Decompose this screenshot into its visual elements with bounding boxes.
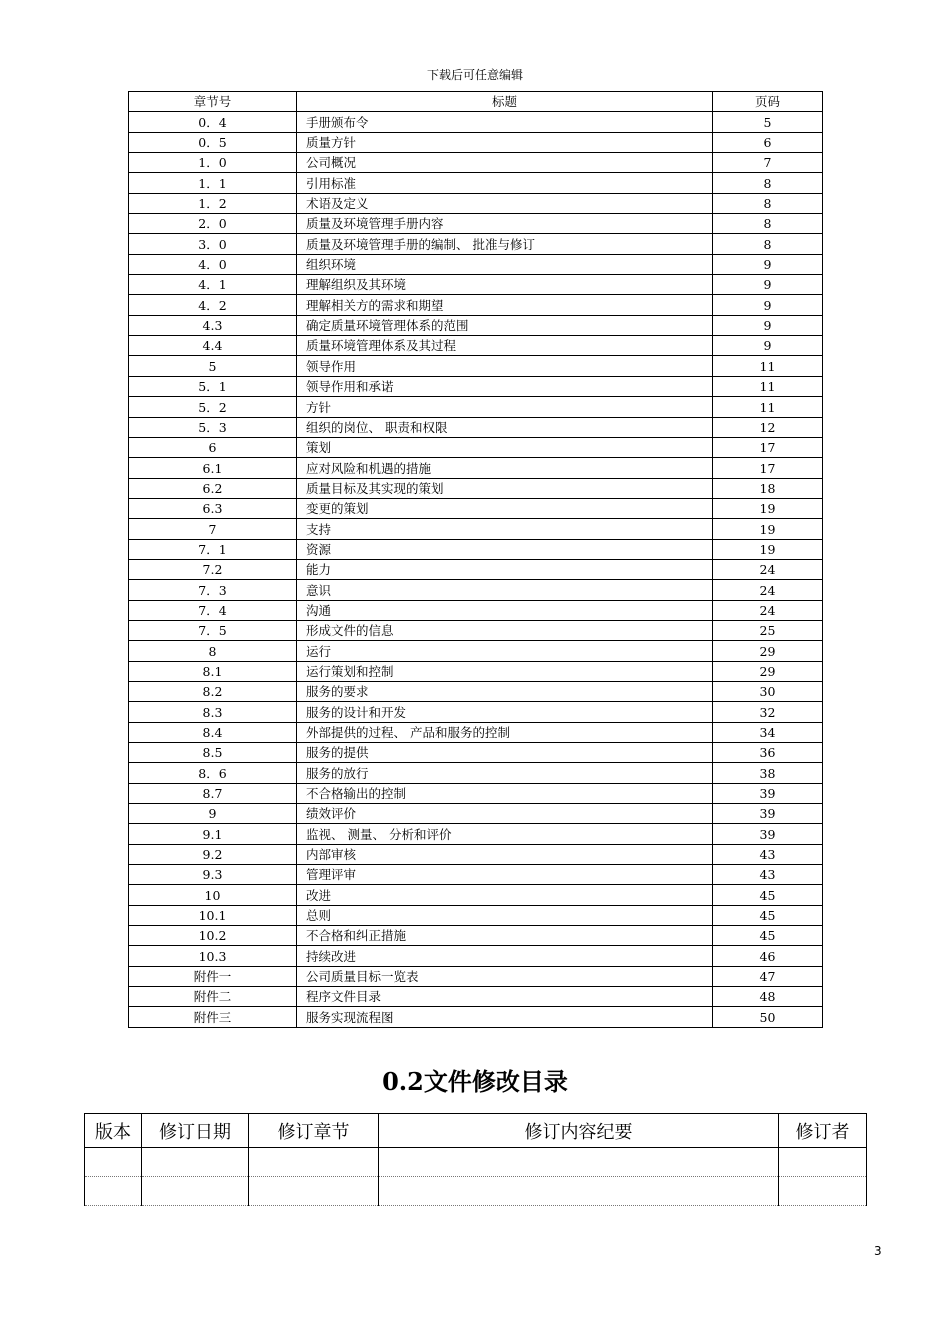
toc-cell-page: 45 xyxy=(713,885,823,905)
toc-cell-chapter: 7．1 xyxy=(129,539,297,559)
toc-cell-title: 质量方针 xyxy=(297,132,713,152)
page-number: 3 xyxy=(874,1244,882,1258)
toc-cell-page: 34 xyxy=(713,722,823,742)
table-row xyxy=(129,1007,823,1027)
toc-cell-chapter: 8.5 xyxy=(129,743,297,763)
toc-cell-title: 质量及环境管理手册内容 xyxy=(297,214,713,234)
table-row xyxy=(129,315,823,335)
revision-table xyxy=(84,1113,867,1206)
toc-cell-page: 45 xyxy=(713,926,823,946)
toc-cell-chapter: 9.2 xyxy=(129,844,297,864)
toc-cell-chapter: 9 xyxy=(129,804,297,824)
table-row xyxy=(129,376,823,396)
toc-cell-page: 39 xyxy=(713,804,823,824)
toc-cell-chapter: 7．4 xyxy=(129,600,297,620)
revision-cell xyxy=(142,1177,249,1206)
toc-cell-chapter: 7 xyxy=(129,519,297,539)
toc-cell-title: 质量环境管理体系及其过程 xyxy=(297,336,713,356)
toc-cell-title: 能力 xyxy=(297,559,713,579)
toc-cell-page: 25 xyxy=(713,620,823,640)
table-row xyxy=(129,173,823,193)
toc-cell-title: 策划 xyxy=(297,437,713,457)
toc-cell-chapter: 8.7 xyxy=(129,783,297,803)
toc-cell-title: 服务的要求 xyxy=(297,681,713,701)
page-header: 下载后可任意编辑 xyxy=(426,68,523,82)
toc-cell-chapter: 4．2 xyxy=(129,295,297,315)
toc-cell-chapter: 1．1 xyxy=(129,173,297,193)
toc-cell-chapter: 7．5 xyxy=(129,620,297,640)
toc-cell-title: 质量目标及其实现的策划 xyxy=(297,478,713,498)
toc-cell-chapter: 4.4 xyxy=(129,336,297,356)
table-row xyxy=(129,132,823,152)
revision-row xyxy=(85,1148,867,1177)
toc-cell-chapter: 附件三 xyxy=(129,1007,297,1027)
toc-cell-page: 38 xyxy=(713,763,823,783)
toc-cell-chapter: 6.3 xyxy=(129,498,297,518)
toc-cell-page: 9 xyxy=(713,254,823,274)
toc-cell-title: 术语及定义 xyxy=(297,193,713,213)
revision-cell xyxy=(85,1148,142,1177)
table-row xyxy=(129,783,823,803)
toc-cell-chapter: 8.1 xyxy=(129,661,297,681)
toc-cell-chapter: 8.3 xyxy=(129,702,297,722)
table-row xyxy=(129,336,823,356)
toc-cell-page: 17 xyxy=(713,458,823,478)
toc-table xyxy=(128,91,823,1028)
toc-cell-page: 29 xyxy=(713,641,823,661)
toc-cell-chapter: 8.2 xyxy=(129,681,297,701)
toc-cell-page: 17 xyxy=(713,437,823,457)
toc-cell-page: 12 xyxy=(713,417,823,437)
toc-cell-title: 服务的放行 xyxy=(297,763,713,783)
toc-cell-page: 19 xyxy=(713,498,823,518)
toc-cell-chapter: 9.3 xyxy=(129,865,297,885)
toc-cell-chapter: 10.1 xyxy=(129,905,297,925)
toc-cell-chapter: 8.4 xyxy=(129,722,297,742)
toc-cell-title: 管理评审 xyxy=(297,865,713,885)
table-row xyxy=(129,885,823,905)
toc-cell-title: 引用标准 xyxy=(297,173,713,193)
table-row xyxy=(129,437,823,457)
toc-cell-page: 7 xyxy=(713,153,823,173)
revision-cell xyxy=(249,1177,379,1206)
toc-cell-page: 8 xyxy=(713,214,823,234)
table-row xyxy=(129,112,823,132)
toc-cell-title: 应对风险和机遇的措施 xyxy=(297,458,713,478)
revision-header-version: 版本 xyxy=(85,1114,142,1148)
toc-cell-page: 9 xyxy=(713,295,823,315)
table-row xyxy=(129,193,823,213)
toc-cell-page: 32 xyxy=(713,702,823,722)
revision-cell xyxy=(779,1177,867,1206)
table-row xyxy=(129,946,823,966)
toc-cell-page: 11 xyxy=(713,356,823,376)
toc-cell-page: 11 xyxy=(713,376,823,396)
table-row xyxy=(129,600,823,620)
table-row xyxy=(129,478,823,498)
toc-cell-title: 服务实现流程图 xyxy=(297,1007,713,1027)
toc-cell-page: 39 xyxy=(713,783,823,803)
table-row xyxy=(129,519,823,539)
toc-cell-page: 43 xyxy=(713,844,823,864)
toc-header-row xyxy=(129,92,823,112)
toc-cell-page: 18 xyxy=(713,478,823,498)
toc-cell-chapter: 6.1 xyxy=(129,458,297,478)
toc-cell-page: 30 xyxy=(713,681,823,701)
toc-header-chapter: 章节号 xyxy=(129,92,297,112)
toc-cell-chapter: 1．2 xyxy=(129,193,297,213)
toc-cell-page: 8 xyxy=(713,173,823,193)
toc-cell-title: 理解相关方的需求和期望 xyxy=(297,295,713,315)
revision-cell xyxy=(85,1177,142,1206)
revision-section-title: 0.2文件修改目录 xyxy=(382,1067,568,1096)
toc-cell-title: 形成文件的信息 xyxy=(297,620,713,640)
table-row xyxy=(129,966,823,986)
toc-cell-page: 5 xyxy=(713,112,823,132)
table-row xyxy=(129,275,823,295)
toc-cell-title: 改进 xyxy=(297,885,713,905)
toc-cell-chapter: 7．3 xyxy=(129,580,297,600)
toc-cell-title: 不合格和纠正措施 xyxy=(297,926,713,946)
toc-header-page: 页码 xyxy=(713,92,823,112)
table-row xyxy=(129,417,823,437)
revision-cell xyxy=(249,1148,379,1177)
table-row xyxy=(129,702,823,722)
toc-cell-title: 变更的策划 xyxy=(297,498,713,518)
toc-cell-page: 46 xyxy=(713,946,823,966)
revision-header-row xyxy=(85,1114,867,1148)
revision-cell xyxy=(379,1148,779,1177)
toc-cell-chapter: 0．4 xyxy=(129,112,297,132)
toc-cell-title: 外部提供的过程、 产品和服务的控制 xyxy=(297,722,713,742)
revision-header-date: 修订日期 xyxy=(142,1114,249,1148)
revision-header-summary: 修订内容纪要 xyxy=(379,1114,779,1148)
table-row xyxy=(129,539,823,559)
toc-cell-chapter: 5．3 xyxy=(129,417,297,437)
revision-cell xyxy=(779,1148,867,1177)
table-row xyxy=(129,905,823,925)
table-row xyxy=(129,214,823,234)
toc-cell-page: 45 xyxy=(713,905,823,925)
table-row xyxy=(129,559,823,579)
toc-cell-page: 8 xyxy=(713,193,823,213)
toc-cell-title: 不合格输出的控制 xyxy=(297,783,713,803)
toc-cell-chapter: 8．6 xyxy=(129,763,297,783)
table-row xyxy=(129,743,823,763)
toc-cell-title: 意识 xyxy=(297,580,713,600)
toc-cell-title: 沟通 xyxy=(297,600,713,620)
table-row xyxy=(129,458,823,478)
toc-cell-title: 服务的设计和开发 xyxy=(297,702,713,722)
toc-cell-chapter: 4．1 xyxy=(129,275,297,295)
toc-cell-chapter: 5．2 xyxy=(129,397,297,417)
toc-cell-chapter: 10 xyxy=(129,885,297,905)
toc-cell-chapter: 4.3 xyxy=(129,315,297,335)
toc-cell-chapter: 附件二 xyxy=(129,987,297,1007)
toc-cell-page: 50 xyxy=(713,1007,823,1027)
table-row xyxy=(129,397,823,417)
table-row xyxy=(129,865,823,885)
toc-cell-title: 总则 xyxy=(297,905,713,925)
toc-cell-page: 47 xyxy=(713,966,823,986)
toc-cell-chapter: 6.2 xyxy=(129,478,297,498)
toc-cell-page: 24 xyxy=(713,600,823,620)
toc-cell-page: 19 xyxy=(713,519,823,539)
toc-cell-page: 19 xyxy=(713,539,823,559)
toc-cell-page: 9 xyxy=(713,315,823,335)
toc-cell-page: 36 xyxy=(713,743,823,763)
table-row xyxy=(129,824,823,844)
toc-cell-title: 方针 xyxy=(297,397,713,417)
toc-cell-title: 运行策划和控制 xyxy=(297,661,713,681)
toc-cell-title: 支持 xyxy=(297,519,713,539)
table-row xyxy=(129,661,823,681)
table-row xyxy=(129,153,823,173)
toc-cell-page: 6 xyxy=(713,132,823,152)
toc-cell-title: 确定质量环境管理体系的范围 xyxy=(297,315,713,335)
toc-cell-page: 29 xyxy=(713,661,823,681)
toc-cell-chapter: 1．0 xyxy=(129,153,297,173)
toc-cell-title: 组织的岗位、 职责和权限 xyxy=(297,417,713,437)
toc-cell-chapter: 10.2 xyxy=(129,926,297,946)
toc-cell-chapter: 5．1 xyxy=(129,376,297,396)
toc-cell-chapter: 5 xyxy=(129,356,297,376)
toc-cell-chapter: 4．0 xyxy=(129,254,297,274)
toc-cell-title: 资源 xyxy=(297,539,713,559)
table-row xyxy=(129,620,823,640)
toc-cell-title: 程序文件目录 xyxy=(297,987,713,1007)
toc-cell-title: 服务的提供 xyxy=(297,743,713,763)
table-row xyxy=(129,681,823,701)
toc-cell-title: 公司概况 xyxy=(297,153,713,173)
table-row xyxy=(129,295,823,315)
toc-cell-title: 监视、 测量、 分析和评价 xyxy=(297,824,713,844)
toc-cell-chapter: 10.3 xyxy=(129,946,297,966)
toc-cell-page: 24 xyxy=(713,559,823,579)
table-row xyxy=(129,641,823,661)
table-row xyxy=(129,498,823,518)
table-row xyxy=(129,356,823,376)
table-row xyxy=(129,987,823,1007)
table-row xyxy=(129,926,823,946)
toc-cell-page: 9 xyxy=(713,336,823,356)
toc-cell-chapter: 2．0 xyxy=(129,214,297,234)
table-row xyxy=(129,580,823,600)
toc-cell-chapter: 7.2 xyxy=(129,559,297,579)
toc-cell-title: 手册颁布令 xyxy=(297,112,713,132)
revision-header-reviser: 修订者 xyxy=(779,1114,867,1148)
revision-cell xyxy=(379,1177,779,1206)
revision-row xyxy=(85,1177,867,1206)
toc-cell-title: 领导作用和承诺 xyxy=(297,376,713,396)
toc-cell-page: 39 xyxy=(713,824,823,844)
toc-cell-title: 持续改进 xyxy=(297,946,713,966)
revision-cell xyxy=(142,1148,249,1177)
toc-cell-title: 运行 xyxy=(297,641,713,661)
table-row xyxy=(129,763,823,783)
toc-cell-chapter: 3．0 xyxy=(129,234,297,254)
toc-cell-page: 43 xyxy=(713,865,823,885)
toc-cell-title: 质量及环境管理手册的编制、 批准与修订 xyxy=(297,234,713,254)
toc-cell-title: 组织环境 xyxy=(297,254,713,274)
toc-cell-chapter: 9.1 xyxy=(129,824,297,844)
table-row xyxy=(129,234,823,254)
toc-cell-chapter: 附件一 xyxy=(129,966,297,986)
table-row xyxy=(129,844,823,864)
toc-cell-title: 绩效评价 xyxy=(297,804,713,824)
revision-header-section: 修订章节 xyxy=(249,1114,379,1148)
toc-cell-page: 11 xyxy=(713,397,823,417)
toc-cell-page: 8 xyxy=(713,234,823,254)
toc-cell-page: 48 xyxy=(713,987,823,1007)
toc-cell-page: 9 xyxy=(713,275,823,295)
table-row xyxy=(129,722,823,742)
toc-cell-title: 领导作用 xyxy=(297,356,713,376)
toc-cell-chapter: 8 xyxy=(129,641,297,661)
toc-cell-page: 24 xyxy=(713,580,823,600)
table-row xyxy=(129,254,823,274)
toc-cell-title: 公司质量目标一览表 xyxy=(297,966,713,986)
table-row xyxy=(129,804,823,824)
toc-cell-title: 内部审核 xyxy=(297,844,713,864)
toc-cell-chapter: 6 xyxy=(129,437,297,457)
toc-header-title: 标题 xyxy=(297,92,713,112)
toc-cell-title: 理解组织及其环境 xyxy=(297,275,713,295)
toc-cell-chapter: 0．5 xyxy=(129,132,297,152)
